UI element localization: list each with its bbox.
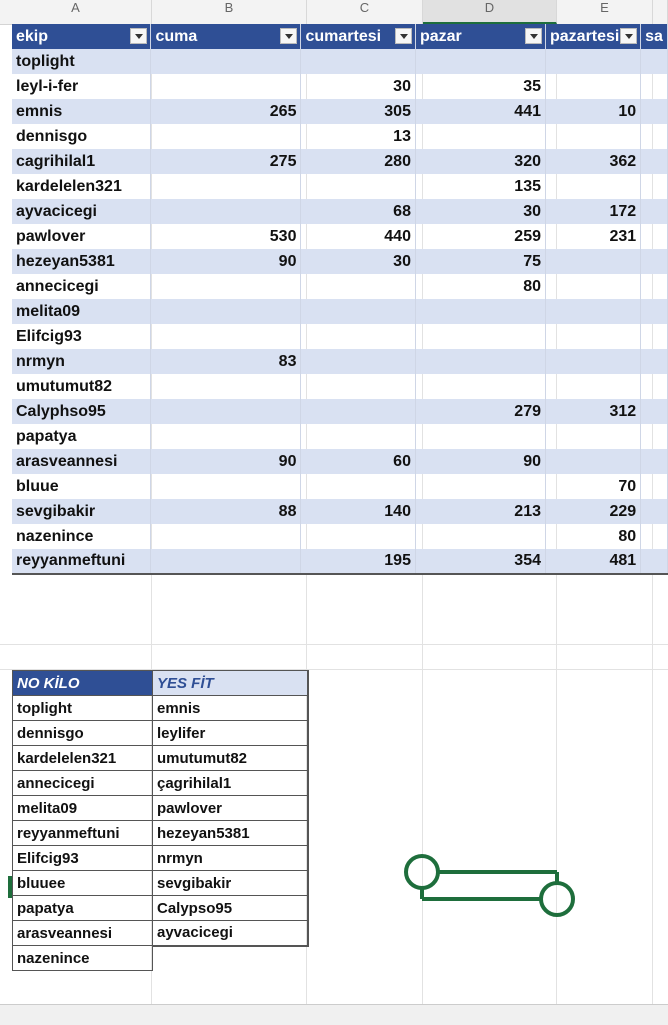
cell-value[interactable] xyxy=(546,349,641,374)
cell-yes-fit[interactable]: hezeyan5381 xyxy=(153,821,308,846)
list-item xyxy=(13,721,308,746)
sheet-tab-bar xyxy=(0,1004,668,1025)
header-cumartesi: cumartesi xyxy=(301,24,416,49)
cell-value[interactable] xyxy=(415,124,545,149)
table-row xyxy=(12,224,668,249)
cell-value[interactable] xyxy=(301,349,416,374)
cell-yes-fit[interactable]: sevgibakir xyxy=(153,871,308,896)
cell-value[interactable] xyxy=(301,399,416,424)
cell-value[interactable] xyxy=(415,324,545,349)
cell-value[interactable]: 80 xyxy=(415,274,545,299)
cell-no-kilo[interactable]: nazenince xyxy=(13,946,153,971)
cell-yes-fit[interactable]: pawlover xyxy=(153,796,308,821)
cell-ekip[interactable]: hezeyan5381 xyxy=(12,249,151,274)
cell-ekip[interactable]: umutumut82 xyxy=(12,374,151,399)
cell-value[interactable]: 354 xyxy=(415,549,545,574)
header-sa: sa xyxy=(641,24,668,49)
cell-value[interactable]: 481 xyxy=(546,549,641,574)
cell-value[interactable] xyxy=(546,49,641,74)
column-header-a[interactable]: A xyxy=(0,0,152,24)
table-row xyxy=(12,49,668,74)
summary-table xyxy=(12,670,309,971)
cell-value[interactable] xyxy=(415,374,545,399)
cell-yes-fit[interactable]: ayvacicegi xyxy=(153,921,308,946)
cell-value[interactable] xyxy=(151,199,301,224)
cell-value[interactable]: 213 xyxy=(415,499,545,524)
cell-value[interactable] xyxy=(546,124,641,149)
cell-value[interactable]: 70 xyxy=(546,474,641,499)
cell-value[interactable] xyxy=(546,424,641,449)
table-row xyxy=(12,449,668,474)
cell-value[interactable] xyxy=(151,424,301,449)
cell-ekip[interactable]: papatya xyxy=(12,424,151,449)
cell-value[interactable]: 280 xyxy=(301,149,416,174)
cell-value[interactable] xyxy=(641,74,668,99)
cell-value[interactable] xyxy=(546,449,641,474)
cell-value[interactable] xyxy=(151,174,301,199)
cell-value[interactable] xyxy=(641,124,668,149)
cell-value[interactable] xyxy=(301,174,416,199)
cell-value[interactable] xyxy=(301,299,416,324)
cell-ekip[interactable]: sevgibakir xyxy=(12,499,151,524)
header-cuma: cuma xyxy=(151,24,301,49)
cell-value[interactable] xyxy=(301,474,416,499)
list-item xyxy=(13,896,308,921)
table-row xyxy=(12,424,668,449)
cell-value[interactable]: 530 xyxy=(151,224,301,249)
cell-value[interactable] xyxy=(641,349,668,374)
cell-value[interactable]: 275 xyxy=(151,149,301,174)
cell-value[interactable] xyxy=(415,424,545,449)
table-row xyxy=(12,299,668,324)
cell-ekip[interactable]: Calyphso95 xyxy=(12,399,151,424)
filter-dropdown-icon[interactable] xyxy=(525,28,542,44)
list-item xyxy=(13,771,308,796)
table-row xyxy=(12,149,668,174)
cell-ekip[interactable]: dennisgo xyxy=(12,124,151,149)
cell-value[interactable] xyxy=(151,49,301,74)
cell-value[interactable]: 195 xyxy=(301,549,416,574)
column-header-d[interactable]: D xyxy=(423,0,557,24)
cell-no-kilo[interactable]: annecicegi xyxy=(13,771,153,796)
cell-value[interactable]: 75 xyxy=(415,249,545,274)
cell-yes-fit[interactable]: leylifer xyxy=(153,721,308,746)
cell-value[interactable] xyxy=(415,349,545,374)
list-item xyxy=(13,746,308,771)
header-no-kilo[interactable]: NO KİLO xyxy=(13,671,153,696)
cell-value[interactable] xyxy=(546,374,641,399)
table-row xyxy=(12,324,668,349)
cell-ekip[interactable]: kardelelen321 xyxy=(12,174,151,199)
cell-value[interactable] xyxy=(415,299,545,324)
table-row xyxy=(12,499,668,524)
cell-value[interactable] xyxy=(641,399,668,424)
cell-value[interactable]: 30 xyxy=(415,199,545,224)
cell-value[interactable]: 90 xyxy=(151,249,301,274)
cell-value[interactable] xyxy=(301,49,416,74)
data-table xyxy=(12,24,668,575)
cell-value[interactable]: 312 xyxy=(546,399,641,424)
filter-dropdown-icon[interactable] xyxy=(620,28,637,44)
cell-value[interactable] xyxy=(641,324,668,349)
column-header-bar xyxy=(0,0,668,25)
cell-value[interactable]: 259 xyxy=(415,224,545,249)
cell-value[interactable] xyxy=(641,99,668,124)
header-ekip: ekip xyxy=(12,24,151,49)
cell-yes-fit[interactable]: çagrihilal1 xyxy=(153,771,308,796)
cell-ekip[interactable]: Elifcig93 xyxy=(12,324,151,349)
table-row xyxy=(12,74,668,99)
cell-value[interactable] xyxy=(301,424,416,449)
cell-value[interactable] xyxy=(151,524,301,549)
cell-no-kilo[interactable]: dennisgo xyxy=(13,721,153,746)
cell-value[interactable]: 441 xyxy=(415,99,545,124)
cell-value[interactable] xyxy=(151,549,301,574)
cell-value[interactable] xyxy=(641,249,668,274)
cell-ekip[interactable]: pawlover xyxy=(12,224,151,249)
list-item xyxy=(13,796,308,821)
cell-value[interactable]: 362 xyxy=(546,149,641,174)
cell-no-kilo[interactable]: melita09 xyxy=(13,796,153,821)
cell-value[interactable]: 320 xyxy=(415,149,545,174)
summary-header-row xyxy=(13,671,308,696)
linked-circles-icon xyxy=(400,850,580,920)
cell-value[interactable]: 172 xyxy=(546,199,641,224)
cell-value[interactable]: 68 xyxy=(301,199,416,224)
active-cell-marker xyxy=(8,876,12,898)
cell-value[interactable] xyxy=(641,499,668,524)
cell-value[interactable] xyxy=(151,374,301,399)
filter-dropdown-icon[interactable] xyxy=(280,28,297,44)
cell-value[interactable] xyxy=(641,224,668,249)
table-row xyxy=(12,99,668,124)
table-row xyxy=(12,274,668,299)
cell-ekip[interactable]: leyl-i-fer xyxy=(12,74,151,99)
cell-value[interactable] xyxy=(301,524,416,549)
cell-yes-fit[interactable]: emnis xyxy=(153,696,308,721)
cell-value[interactable]: 305 xyxy=(301,99,416,124)
cell-value[interactable] xyxy=(641,174,668,199)
table-row xyxy=(12,549,668,574)
cell-value[interactable] xyxy=(641,149,668,174)
cell-value[interactable]: 35 xyxy=(415,74,545,99)
cell-ekip[interactable]: annecicegi xyxy=(12,274,151,299)
cell-ekip[interactable]: nrmyn xyxy=(12,349,151,374)
header-pazartesi: pazartesi xyxy=(546,24,641,49)
cell-no-kilo[interactable]: kardelelen321 xyxy=(13,746,153,771)
cell-value[interactable]: 30 xyxy=(301,249,416,274)
cell-value[interactable] xyxy=(546,299,641,324)
cell-value[interactable] xyxy=(641,424,668,449)
cell-value[interactable] xyxy=(641,549,668,574)
table-row xyxy=(12,199,668,224)
cell-value[interactable] xyxy=(641,449,668,474)
cell-ekip[interactable]: reyyanmeftuni xyxy=(12,549,151,574)
cell-value[interactable]: 279 xyxy=(415,399,545,424)
cell-ekip[interactable]: nazenince xyxy=(12,524,151,549)
cell-value[interactable] xyxy=(546,274,641,299)
header-pazar: pazar xyxy=(415,24,545,49)
cell-value[interactable] xyxy=(641,474,668,499)
cell-value[interactable]: 80 xyxy=(546,524,641,549)
cell-value[interactable] xyxy=(301,274,416,299)
cell-ekip[interactable]: melita09 xyxy=(12,299,151,324)
cell-ekip[interactable]: cagrihilal1 xyxy=(12,149,151,174)
cell-no-kilo[interactable]: bluuee xyxy=(13,871,153,896)
list-item xyxy=(13,821,308,846)
cell-value[interactable] xyxy=(151,124,301,149)
cell-value[interactable]: 13 xyxy=(301,124,416,149)
cell-value[interactable]: 135 xyxy=(415,174,545,199)
table-header-row xyxy=(12,24,668,49)
cell-value[interactable]: 440 xyxy=(301,224,416,249)
cell-value[interactable]: 60 xyxy=(301,449,416,474)
cell-value[interactable]: 83 xyxy=(151,349,301,374)
cell-value[interactable]: 88 xyxy=(151,499,301,524)
cell-value[interactable]: 229 xyxy=(546,499,641,524)
cell-value[interactable]: 30 xyxy=(301,74,416,99)
cell-value[interactable] xyxy=(301,374,416,399)
table-row xyxy=(12,349,668,374)
cell-no-kilo[interactable]: toplight xyxy=(13,696,153,721)
cell-yes-fit[interactable]: Calypso95 xyxy=(153,896,308,921)
cell-value[interactable] xyxy=(151,474,301,499)
cell-value[interactable] xyxy=(415,524,545,549)
column-header-b[interactable]: B xyxy=(152,0,307,24)
list-item xyxy=(13,871,308,896)
table-row xyxy=(12,399,668,424)
cell-ekip[interactable]: arasveannesi xyxy=(12,449,151,474)
cell-value[interactable]: 265 xyxy=(151,99,301,124)
cell-ekip[interactable]: emnis xyxy=(12,99,151,124)
cell-value[interactable]: 90 xyxy=(151,449,301,474)
cell-value[interactable] xyxy=(546,249,641,274)
table-row xyxy=(12,374,668,399)
cell-value[interactable]: 140 xyxy=(301,499,416,524)
cell-ekip[interactable]: toplight xyxy=(12,49,151,74)
table-row xyxy=(12,474,668,499)
cell-no-kilo[interactable]: arasveannesi xyxy=(13,921,153,946)
cell-value[interactable]: 231 xyxy=(546,224,641,249)
cell-no-kilo[interactable]: Elifcig93 xyxy=(13,846,153,871)
cell-value[interactable]: 90 xyxy=(415,449,545,474)
cell-value[interactable] xyxy=(641,524,668,549)
cell-value[interactable] xyxy=(151,274,301,299)
cell-value[interactable] xyxy=(546,174,641,199)
column-header-e[interactable]: E xyxy=(557,0,653,24)
list-item xyxy=(13,946,308,971)
cell-value[interactable] xyxy=(641,374,668,399)
cell-value[interactable] xyxy=(415,474,545,499)
list-item xyxy=(13,921,308,946)
cell-value[interactable] xyxy=(151,399,301,424)
list-item xyxy=(13,846,308,871)
cell-yes-fit[interactable] xyxy=(153,946,308,971)
filter-dropdown-icon[interactable] xyxy=(130,28,147,44)
cell-value[interactable] xyxy=(151,74,301,99)
cell-ekip[interactable]: ayvacicegi xyxy=(12,199,151,224)
cell-value[interactable] xyxy=(641,199,668,224)
cell-value[interactable] xyxy=(415,49,545,74)
cell-no-kilo[interactable]: papatya xyxy=(13,896,153,921)
table-row xyxy=(12,524,668,549)
header-yes-fit[interactable]: YES FİT xyxy=(153,671,308,696)
cell-value[interactable] xyxy=(151,299,301,324)
cell-yes-fit[interactable]: umutumut82 xyxy=(153,746,308,771)
cell-value[interactable] xyxy=(641,49,668,74)
cell-yes-fit[interactable]: nrmyn xyxy=(153,846,308,871)
column-header-f[interactable] xyxy=(653,0,668,24)
cell-value[interactable] xyxy=(641,299,668,324)
cell-value[interactable] xyxy=(151,324,301,349)
table-row xyxy=(12,124,668,149)
list-item xyxy=(13,696,308,721)
table-row xyxy=(12,249,668,274)
cell-value[interactable] xyxy=(546,74,641,99)
filter-dropdown-icon[interactable] xyxy=(395,28,412,44)
cell-value[interactable] xyxy=(546,324,641,349)
cell-value[interactable] xyxy=(641,274,668,299)
cell-value[interactable]: 10 xyxy=(546,99,641,124)
table-row xyxy=(12,174,668,199)
cell-value[interactable] xyxy=(301,324,416,349)
cell-no-kilo[interactable]: reyyanmeftuni xyxy=(13,821,153,846)
cell-ekip[interactable]: bluue xyxy=(12,474,151,499)
column-header-c[interactable]: C xyxy=(307,0,423,24)
